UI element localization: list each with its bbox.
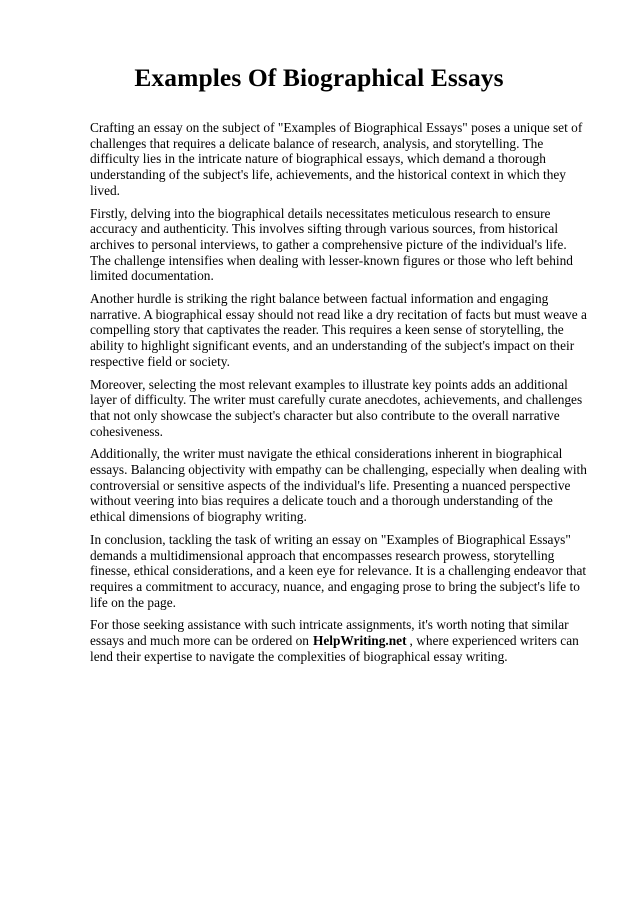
document-body <box>90 120 590 672</box>
paragraph-examples: Moreover, selecting the most relevant examples to illustrate key points adds an additional layer of difficulty. The writer must carefully curate anecdotes, achievements, and challenges that not only showcase the subject's character but also contribute to the overall narrative cohesiveness. <box>90 376 583 439</box>
paragraph-closing <box>90 617 590 664</box>
paragraph-intro: Crafting an essay on the subject of "Examples of Biographical Essays" poses a unique set of challenges that requires a delicate balance of research, analysis, and storytelling. The difficulty lies in the intricate nature of biographical essays, which demand a thorough understanding of the subject's life, achievements, and the historical context in which they lived. <box>90 120 583 198</box>
document-title: Examples Of Biographical Essays <box>134 63 504 92</box>
paragraph-research: Firstly, delving into the biographical details necessitates meticulous research to ensure accuracy and authenticity. This involves sifting through various sources, from historical archives to personal interviews, to gather a comprehensive picture of the individual's life. The challenge intensifies when dealing with lesser-known figures or those who left behind limited documentation. <box>90 205 573 284</box>
closing-text-before-link: For those seeking assistance with such intricate assignments, it's worth noting that similar essays and much more can be ordered on <box>90 617 569 649</box>
paragraph-ethics: Additionally, the writer must navigate the ethical considerations inherent in biographical essays. Balancing objectivity with empathy can be challenging, especially when dealing with controversial or sensitive aspects of the individual's life. Presenting a nuanced perspective without veering into bias requires a delicate touch and a thorough understanding of the ethical dimensions of biography writing. <box>90 446 587 525</box>
closing-text-after-link: , where experienced writers can lend their expertise to navigate the complexities of biographical essay writing. <box>90 633 579 664</box>
helpwriting-link[interactable]: HelpWriting.net <box>312 633 407 649</box>
paragraph-narrative: Another hurdle is striking the right balance between factual information and engaging narrative. A biographical essay should not read like a dry recitation of facts but must weave a compelling story that captivates the reader. This requires a keen sense of storytelling, the ability to highlight significant events, and an understanding of the subject's impact on their respective field or society. <box>90 291 587 369</box>
paragraph-conclusion: In conclusion, tackling the task of writing an essay on "Examples of Biographical Essays" demands a multidimensional approach that encompasses research prowess, storytelling finesse, ethical considerations, and a keen eye for relevance. It is a challenging endeavor that requires a commitment to accuracy, nuance, and engaging prose to bring the subject's life to life on the page. <box>90 531 587 610</box>
